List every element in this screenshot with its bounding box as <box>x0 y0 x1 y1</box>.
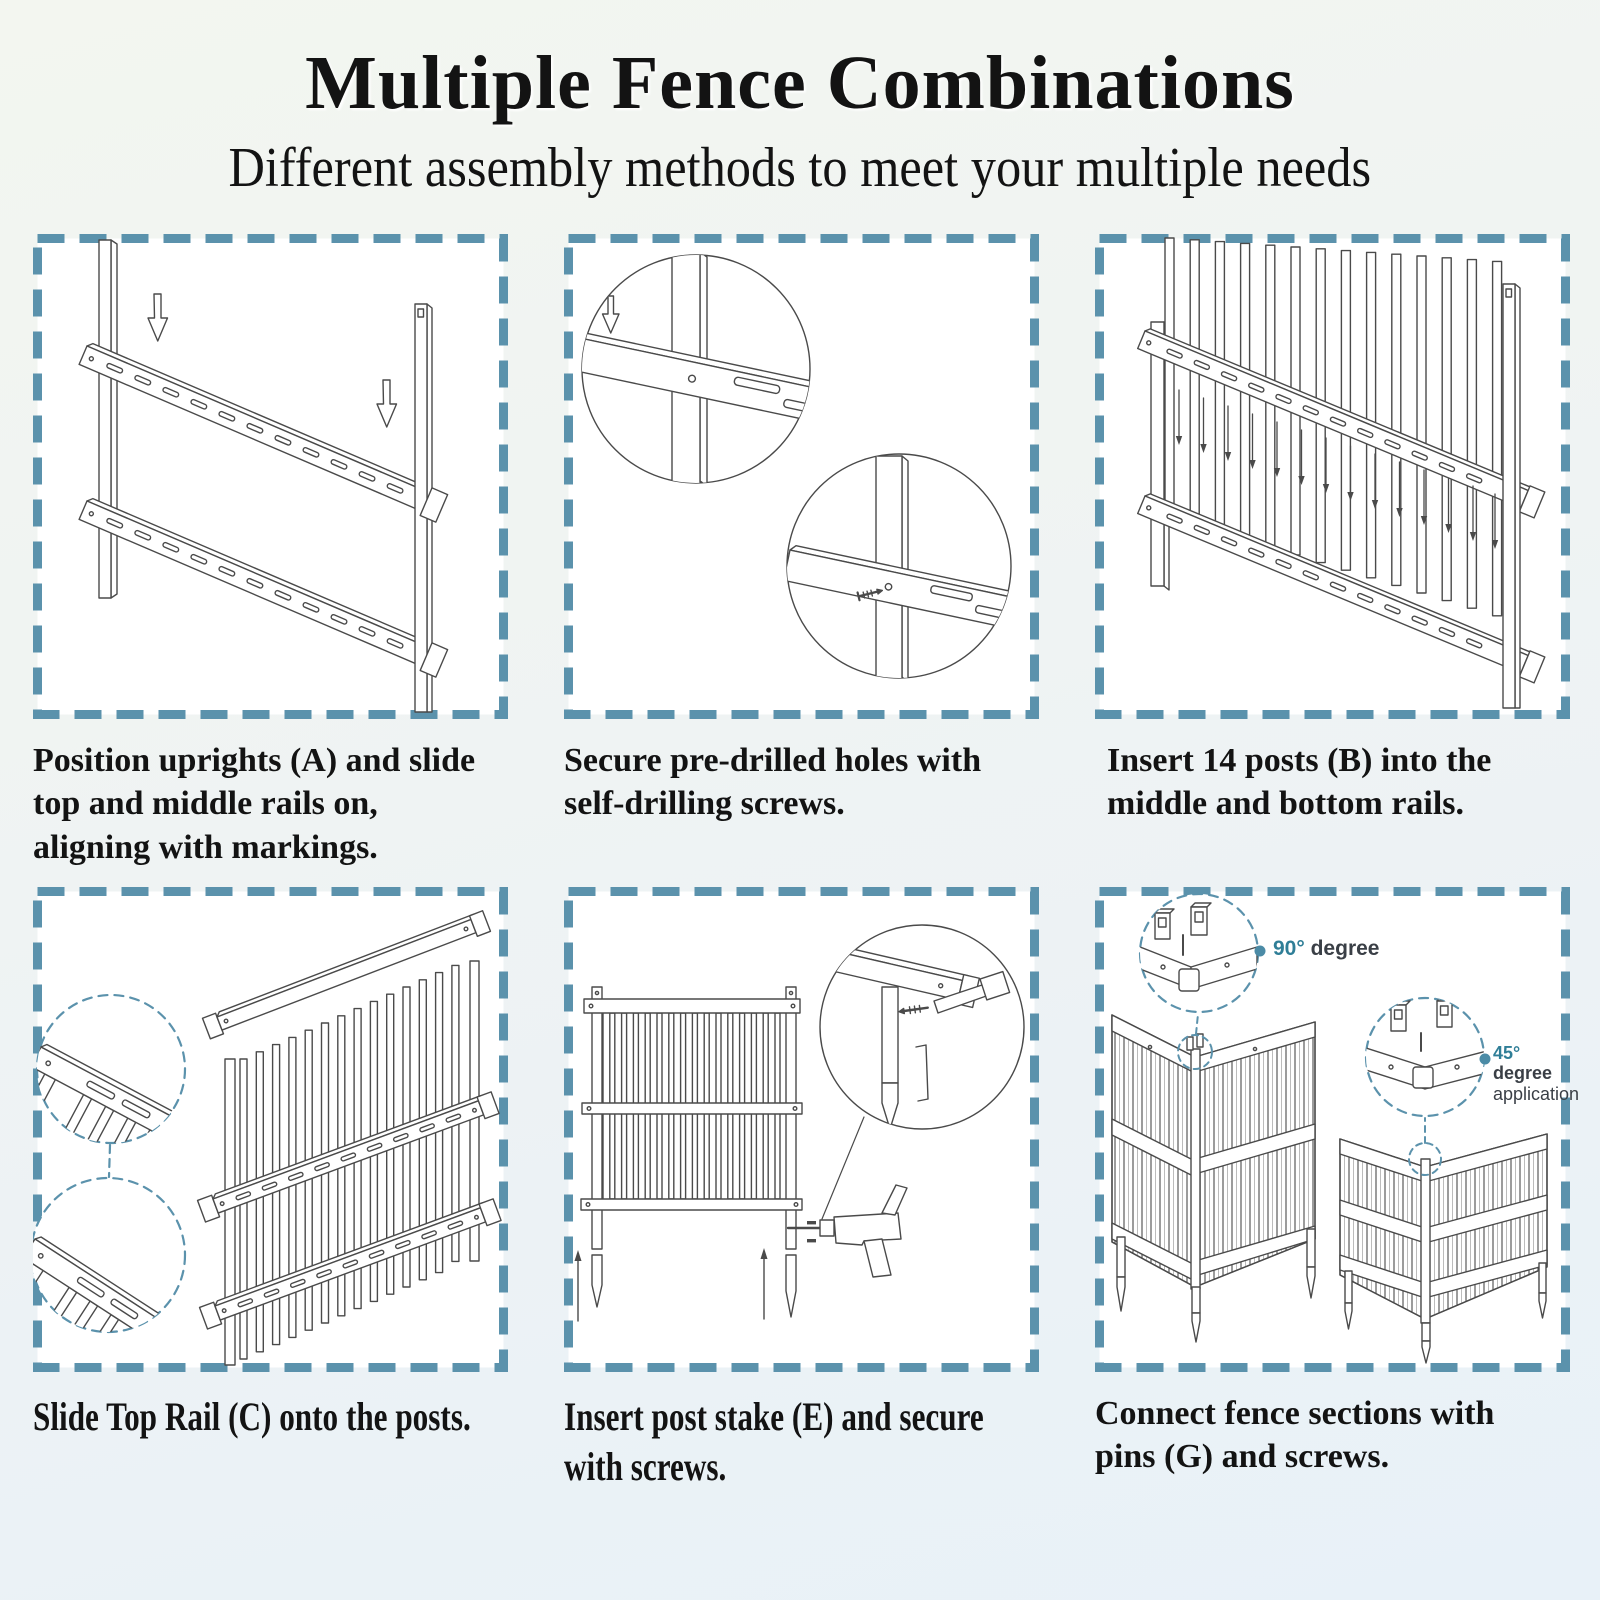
panel-2 <box>564 234 1039 719</box>
step-1 <box>33 234 508 887</box>
corner-bracket <box>1413 1067 1433 1088</box>
caption-step-3: Insert 14 posts (B) into the middle and bottom rails. <box>1107 741 1492 823</box>
label-90-degree: 90° degree <box>1273 936 1380 960</box>
page-header <box>0 0 1600 200</box>
corner-bracket <box>1179 969 1199 991</box>
step-4 <box>33 887 508 1442</box>
caption-step-6: Connect fence sections with pins (G) and screws. <box>1095 1394 1495 1476</box>
panel-6 <box>1095 887 1580 1372</box>
caption-step-2: Secure pre-drilled holes with self-drilling screws. <box>564 741 982 823</box>
label-dot-90 <box>1255 945 1266 956</box>
caption-step-5: Insert post stake (E) and secure with screws. <box>564 1393 984 1489</box>
panel-1-illustration <box>33 234 508 719</box>
upright-post-right <box>1503 284 1520 708</box>
panel-5-illustration <box>564 887 1039 1372</box>
label-dot-45 <box>1480 1053 1491 1064</box>
panel-1 <box>33 234 508 719</box>
panel-3 <box>1095 234 1570 719</box>
label-45-degree: 45° degree application <box>1493 1042 1580 1105</box>
panel-4-illustration <box>33 887 508 1372</box>
step-3 <box>1095 234 1570 887</box>
panel-4 <box>33 887 508 1372</box>
step-2 <box>564 234 1039 887</box>
step-6 <box>1095 887 1580 1479</box>
page-subtitle <box>0 138 1600 200</box>
page-title: Multiple Fence Combinations <box>305 41 1295 125</box>
panel-5 <box>564 887 1039 1372</box>
caption-step-4: Slide Top Rail (C) onto the posts. <box>33 1393 471 1439</box>
detail-connector <box>109 1145 110 1177</box>
upright-post-left <box>225 1059 235 1365</box>
page-subtitle-text: Different assembly methods to meet your multiple needs <box>228 137 1372 200</box>
panel-2-illustration <box>564 234 1039 719</box>
step-5 <box>564 887 1039 1492</box>
panel-row-1 <box>0 234 1600 887</box>
caption-step-1: Position uprights (A) and slide top and middle rails on, aligning with markings. <box>33 741 476 866</box>
panel-row-2 <box>0 887 1600 1492</box>
panel-3-illustration <box>1095 234 1570 719</box>
upright-post-left <box>99 240 117 598</box>
